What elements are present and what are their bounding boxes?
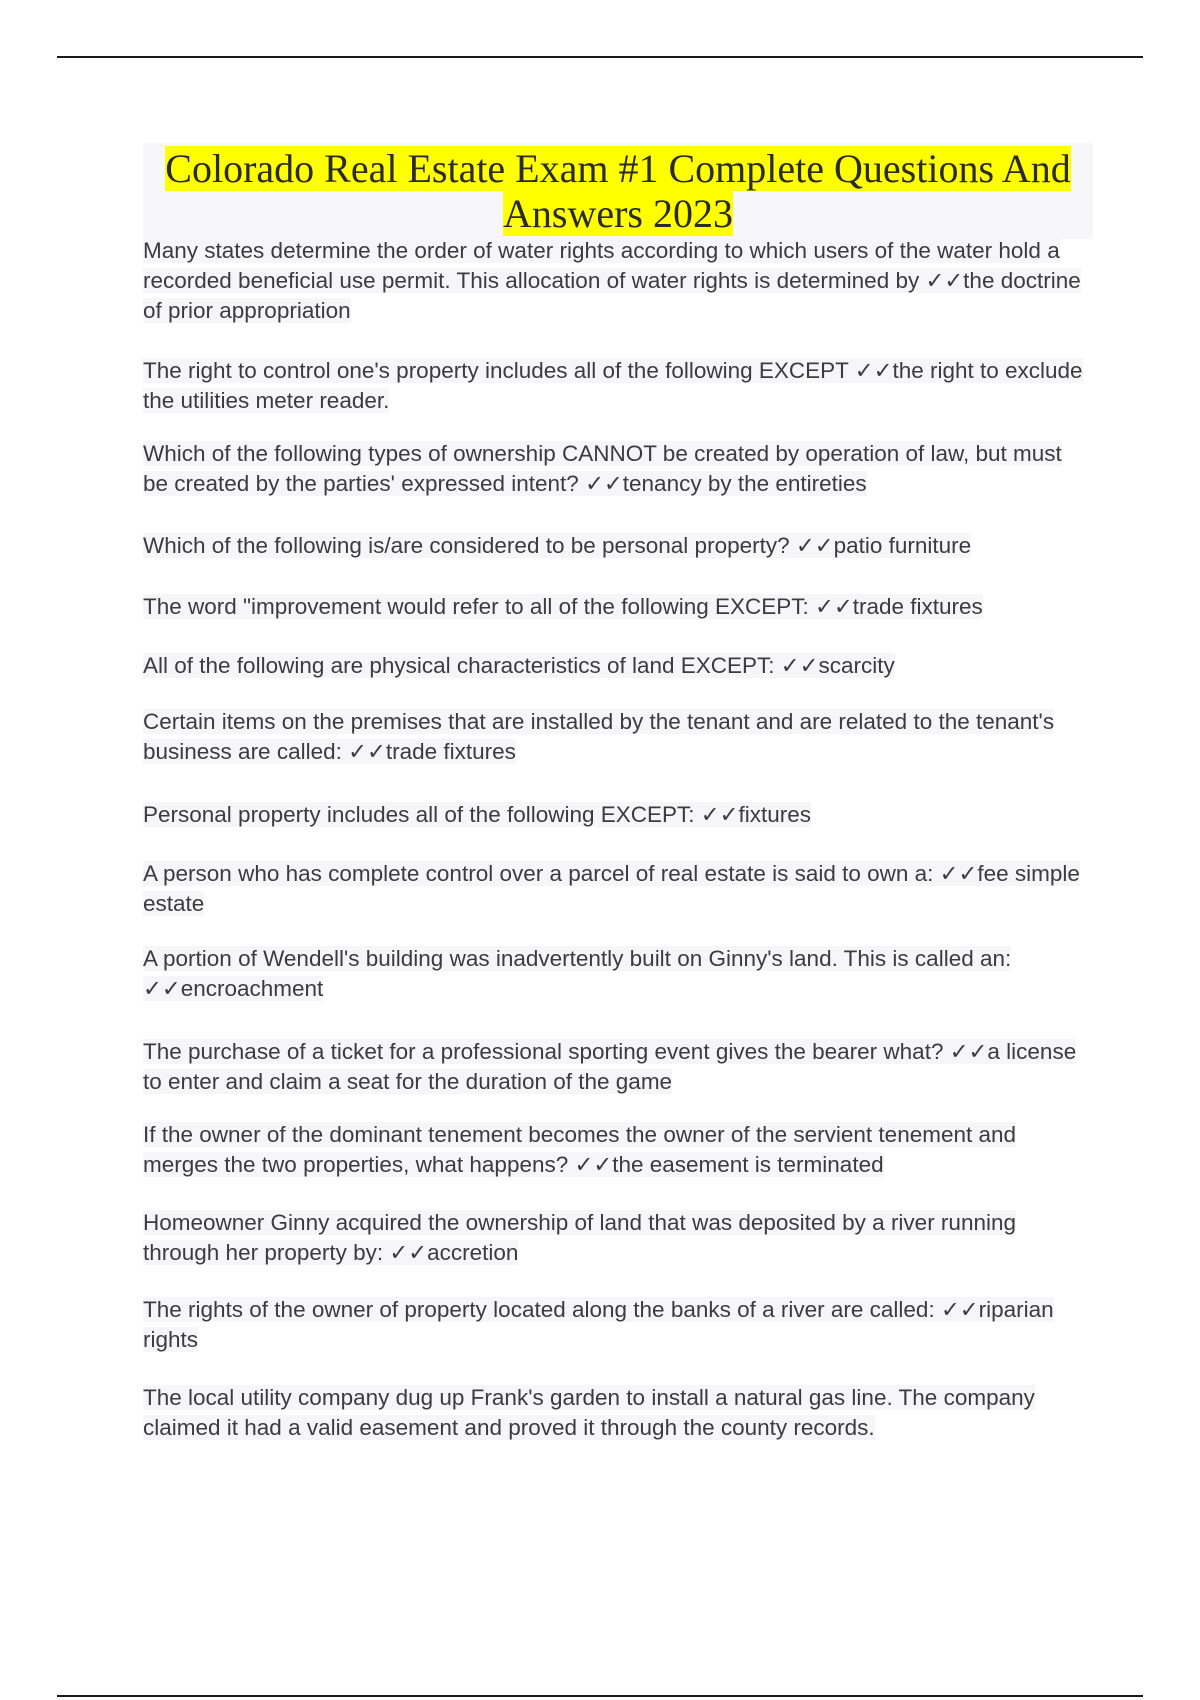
qa-text: A portion of Wendell's building was inadvertently built on Ginny's land. This is called an: ✓✓encroachment [143, 946, 1012, 1001]
qa-text: Homeowner Ginny acquired the ownership of land that was deposited by a river running through her property by: ✓✓accretion [143, 1210, 1016, 1265]
qa-text: The right to control one's property includes all of the following EXCEPT ✓✓the right to exclude the utilities meter reader. [143, 358, 1083, 413]
qa-item [143, 859, 1093, 919]
qa-item [143, 531, 1093, 561]
qa-text: Many states determine the order of water rights according to which users of the water hold a recorded beneficial use permit. This allocation of water rights is determined by ✓✓the doctrine of prior appropriation [143, 238, 1081, 323]
qa-item [143, 1208, 1093, 1268]
title-block [143, 143, 1093, 239]
title-line-2: Answers 2023 [503, 191, 733, 236]
qa-item [143, 439, 1093, 499]
qa-item [143, 1295, 1093, 1355]
qa-text: The purchase of a ticket for a professional sporting event gives the bearer what? ✓✓a license to enter and claim a seat for the duration of the game [143, 1039, 1077, 1094]
qa-text: All of the following are physical characteristics of land EXCEPT: ✓✓scarcity [143, 653, 895, 678]
qa-text: A person who has complete control over a parcel of real estate is said to own a: ✓✓fee simple estate [143, 861, 1080, 916]
qa-item [143, 800, 1093, 830]
qa-text: Personal property includes all of the following EXCEPT: ✓✓fixtures [143, 802, 812, 827]
qa-text: Which of the following is/are considered to be personal property? ✓✓patio furniture [143, 533, 972, 558]
qa-item [143, 1383, 1093, 1443]
qa-item [143, 651, 1093, 681]
title-line-1: Colorado Real Estate Exam #1 Complete Questions And [165, 146, 1071, 191]
qa-text: If the owner of the dominant tenement becomes the owner of the servient tenement and merges the two properties, what happens? ✓✓the easement is terminated [143, 1122, 1017, 1177]
qa-text: Which of the following types of ownership CANNOT be created by operation of law, but must be created by the parties' expressed intent? ✓✓tenancy by the entireties [143, 441, 1062, 496]
qa-text: The local utility company dug up Frank's garden to install a natural gas line. The company claimed it had a valid easement and proved it through the county records. [143, 1385, 1035, 1440]
qa-item [143, 592, 1093, 622]
qa-item [143, 707, 1093, 767]
qa-text: Certain items on the premises that are installed by the tenant and are related to the tenant's business are called: ✓✓trade fixtures [143, 709, 1055, 764]
header-divider [57, 56, 1143, 58]
qa-item [143, 356, 1093, 416]
footer-divider [57, 1695, 1143, 1697]
qa-item [143, 944, 1093, 1004]
page-title [143, 143, 1093, 236]
qa-item [143, 1120, 1093, 1180]
qa-item [143, 236, 1093, 326]
qa-item [143, 1037, 1093, 1097]
qa-text: The rights of the owner of property located along the banks of a river are called: ✓✓riparian rights [143, 1297, 1054, 1352]
qa-text: The word "improvement would refer to all of the following EXCEPT: ✓✓trade fixtures [143, 594, 983, 619]
